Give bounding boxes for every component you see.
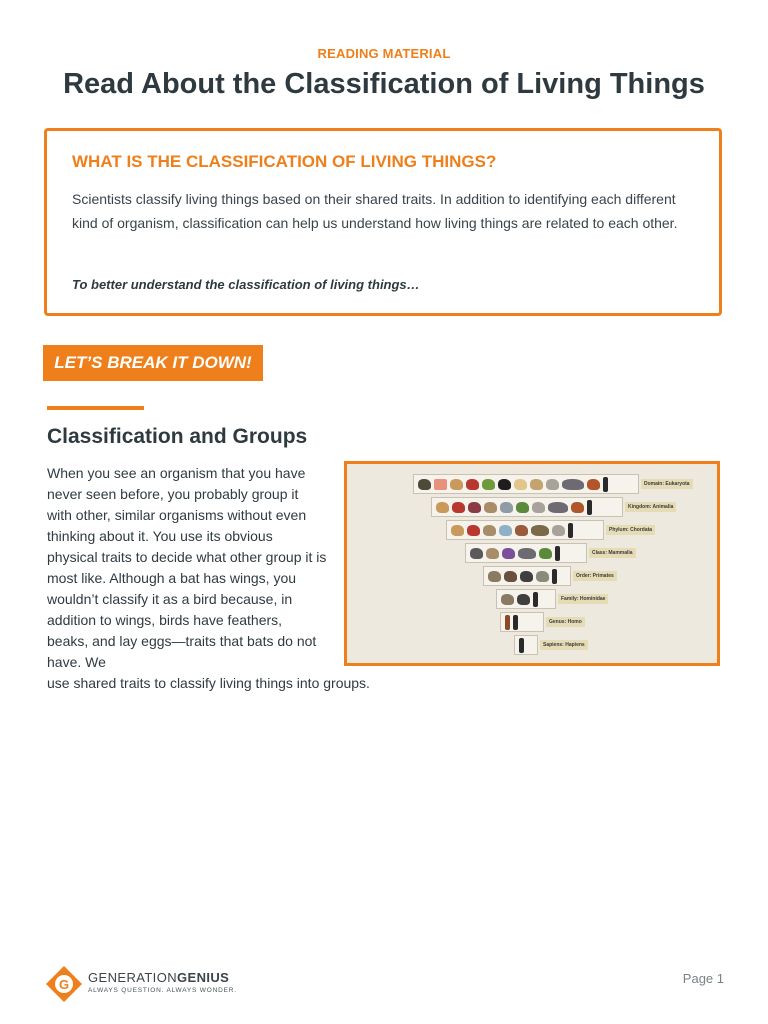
classification-row [496, 589, 608, 609]
reading-material-kicker: READING MATERIAL [317, 46, 451, 61]
intro-emphasis: To better understand the classification of living things… [72, 277, 420, 292]
classification-row [413, 474, 693, 494]
intro-box [44, 128, 722, 316]
generation-genius-logo [44, 964, 84, 1004]
level-label: Sapiens: Hapiens [540, 640, 588, 650]
intro-body: Scientists classify living things based on their shared traits. In addition to identifying each different kind of organism, classification can help us understand how living things are related to each other. [72, 191, 678, 231]
svg-text:G: G [58, 977, 70, 992]
brand-name: GENERATIONGENIUS [88, 970, 230, 985]
level-label: Phylum: Chordata [606, 525, 655, 535]
page-number: Page 1 [682, 971, 724, 986]
level-label: Family: Hominidae [558, 594, 608, 604]
classification-figure [344, 461, 720, 666]
level-label: Domain: Eukaryota [641, 479, 693, 489]
brand-tagline: ALWAYS QUESTION. ALWAYS WONDER. [88, 987, 237, 994]
classification-row [465, 543, 636, 563]
section-title: Classification and Groups [47, 425, 308, 448]
level-label: Order: Primates [573, 571, 617, 581]
classification-row [500, 612, 585, 632]
section-body-tail: use shared traits to classify living things into groups. [47, 675, 370, 691]
level-label: Class: Mammalia [589, 548, 636, 558]
section-body-wrapped: When you see an organism that you have never seen before, you probably group it with other, similar organisms without even thinking about it. You use its obvious physical traits to decide what other group it is most like. Although a bat has wings, you wouldn’t classify it as a bird because, in addition to wings, birds have feathers, beaks, and lay eggs—traits that bats do not have. We [47, 465, 327, 670]
accent-line [47, 406, 144, 410]
level-label: Kingdom: Animalia [625, 502, 676, 512]
classification-row [431, 497, 676, 517]
intro-heading: WHAT IS THE CLASSIFICATION OF LIVING THINGS? [72, 152, 497, 171]
classification-row [514, 635, 588, 655]
level-label: Genus: Homo [546, 617, 585, 627]
classification-row [446, 520, 655, 540]
break-it-down-banner: LET’S BREAK IT DOWN! [43, 345, 263, 381]
classification-row [483, 566, 617, 586]
page-title: Read About the Classification of Living Things [63, 68, 705, 100]
